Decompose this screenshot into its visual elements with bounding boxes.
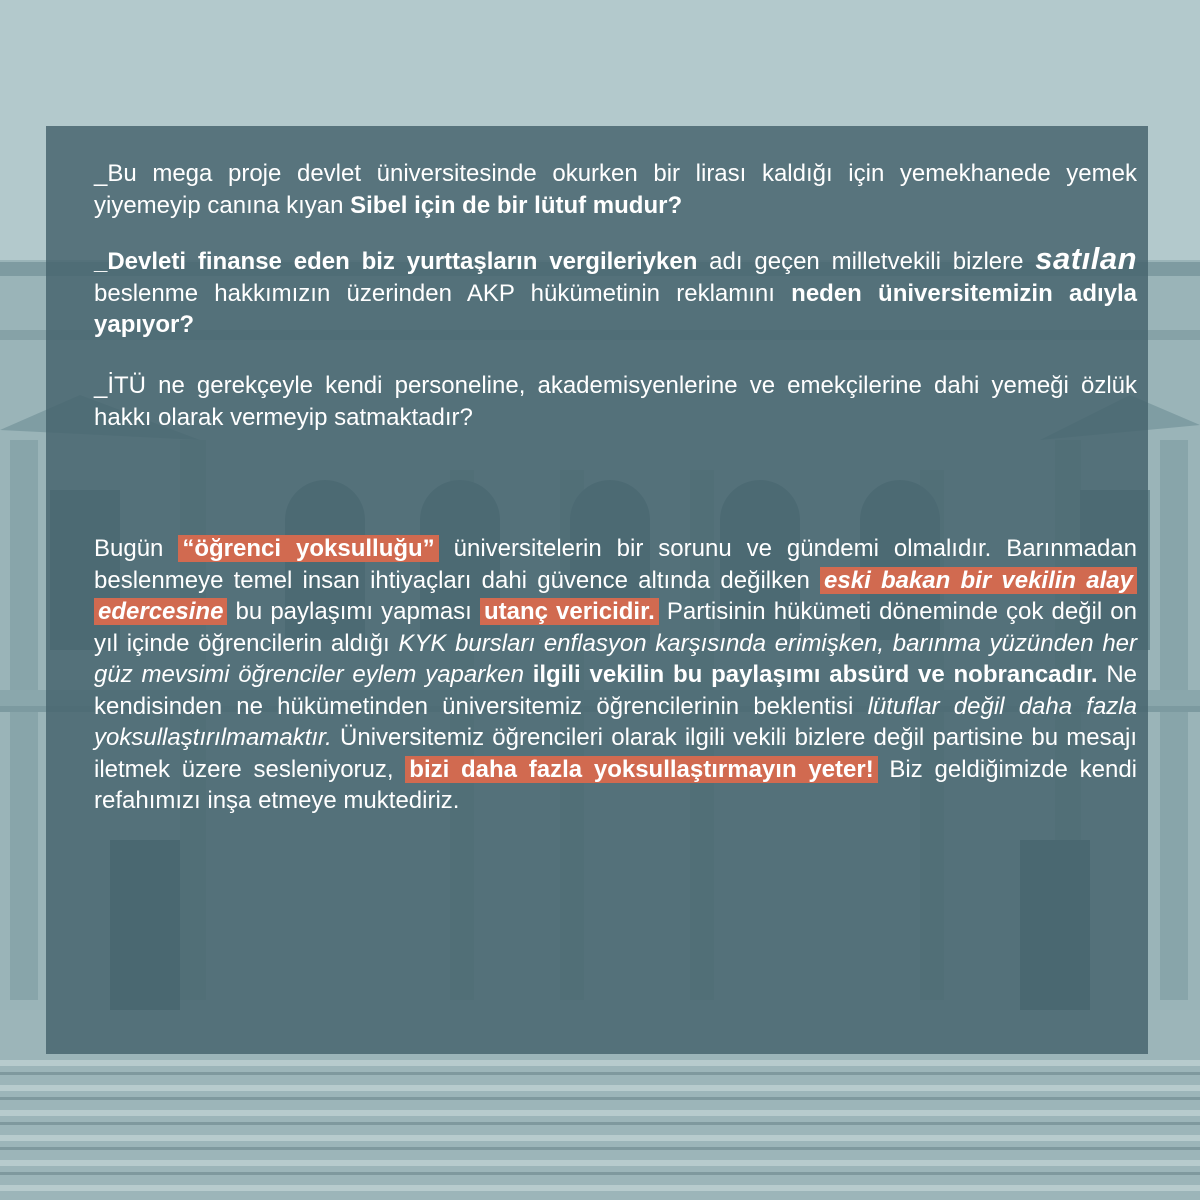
question-3: [94, 370, 1137, 433]
statement-text-2: üniversitelerin bir sorunu ve gündemi olmalıdır. Barınmadan beslenmeye temel insan ihtiyaçları dahi güvence altında değilken: [94, 535, 1138, 594]
question-1-text: _Bu mega proje devlet üniversitesinde okurken bir lirası kaldığı için yemekhanede yemek yiyemeyip canına kıyan: [94, 160, 1137, 219]
statement-italic-kyk: KYK bursları enflasyon karşısında erimişken, barınma yüzünden her güz mevsimi öğrenciler eylem yaparken: [94, 629, 1138, 688]
question-2-text-b: beslenme hakkımızın üzerinden AKP hükümetinin reklamını: [94, 279, 792, 307]
statement-text-1: Bugün: [94, 535, 179, 562]
highlight-utanc-vericidir: utanç vericidir.: [480, 598, 659, 625]
statement-space: [524, 661, 533, 688]
statement-text-8: Biz geldiğimizde kendi refahımızı inşa etmeye muktediriz.: [94, 755, 1138, 814]
question-3-text: _İTÜ ne gerekçeyle kendi personeline, akademisyenlerine ve emekçilerine dahi yemeği özlük hakkı olarak vermeyip satmaktadır?: [94, 372, 1137, 431]
question-1-emphasis: Sibel için de bir lütuf mudur?: [350, 191, 683, 219]
statement-paragraph: [94, 533, 1137, 817]
satilan-emphasis: satılan: [1035, 241, 1138, 276]
statement-italic-lutuflar: lütuflar değil daha fazla yoksullaştırılmamaktır.: [94, 692, 1137, 751]
statement-bold-absurd: ilgili vekilin bu paylaşımı absürd ve nobrancadır.: [532, 661, 1098, 688]
statement-text-6: Ne kendisinden ne hükümetinden üniversitemiz öğrencilerinin beklentisi: [94, 661, 1138, 720]
question-2-text-a: adı geçen milletvekili bizlere: [697, 248, 1036, 275]
statement-text-3: bu paylaşımı yapması: [227, 598, 480, 625]
highlight-ogrenci-yoksullugu: “öğrenci yoksulluğu”: [178, 535, 438, 562]
question-2: [94, 243, 1137, 341]
question-2-lead: _Devleti finanse eden biz yurttaşların vergileriyken: [94, 248, 698, 275]
question-2-emphasis: neden üniversitemizin adıyla yapıyor?: [94, 279, 1138, 338]
question-1: [94, 158, 1137, 221]
highlight-eski-bakan: eski bakan bir vekilin alay edercesine: [94, 567, 1137, 626]
statement-text-7: Üniversitemiz öğrencileri olarak ilgili vekili bizlere değil partisine bu mesajı iletmek üzere sesleniyoruz,: [94, 724, 1137, 783]
highlight-yoksullastirmayin: bizi daha fazla yoksullaştırmayın yeter!: [405, 756, 877, 783]
statement-text-4: Partisinin hükümeti döneminde çok değil on yıl içinde öğrencilerin aldığı: [94, 598, 1137, 657]
